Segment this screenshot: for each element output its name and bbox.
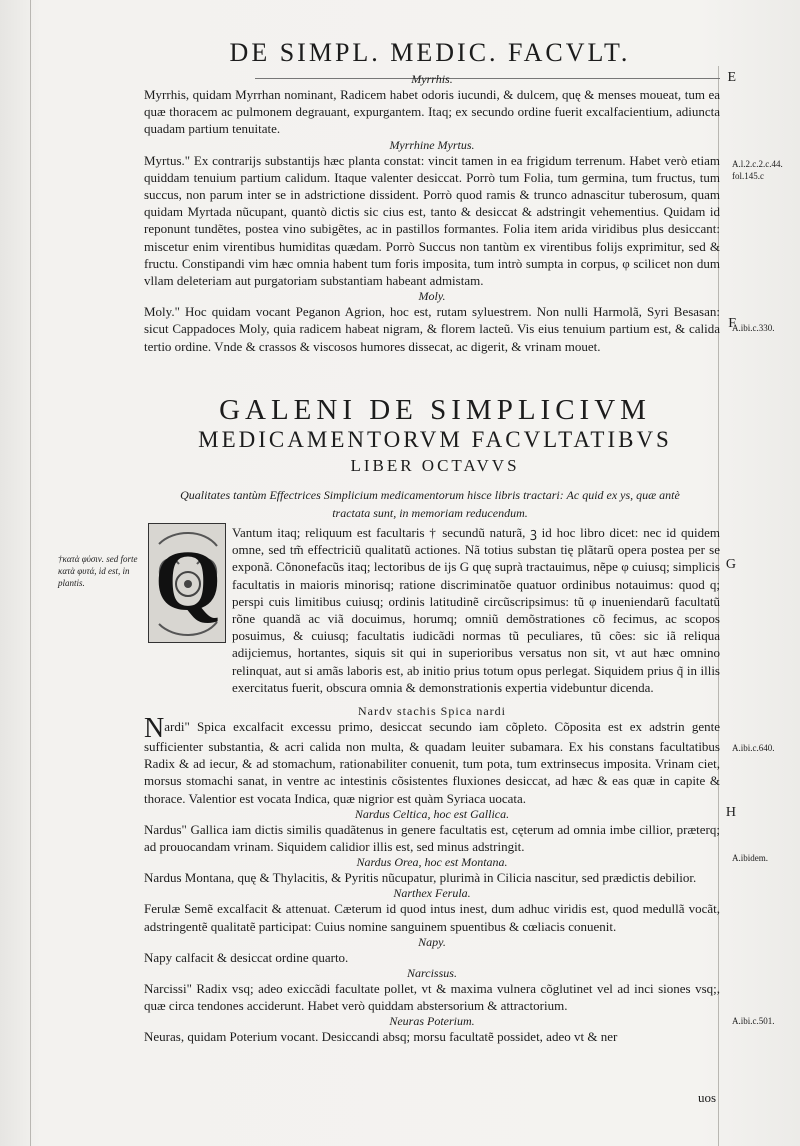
entry-text: Neuras, quidam Poterium vocant. Desiccandi absq; morsu facultatẽ possidet, adeo vt & ner: [144, 1029, 618, 1045]
entry-heading: Neuras Poterium.: [389, 1014, 475, 1029]
page-gutter-line: [30, 0, 31, 1146]
top-entries: [144, 72, 720, 355]
chapter-argument: Qualitates tantùm Effectrices Simplicium medicamentorum hisce libris tractari: Ac quid ex ys, quæ antè tractata sunt, in memoriam reducendum.: [180, 488, 680, 520]
entry-heading: Narthex Ferula.: [393, 886, 471, 901]
section-letter-e: E: [727, 70, 736, 85]
entry-text: [144, 713, 720, 807]
margin-note-myrtus: A.l.2.c.2.c.44. fol.145.c: [732, 159, 783, 181]
entry-heading: Myrrhis.: [411, 72, 453, 86]
entry-text-body: ardi" Spica excalfacit excessu primo, desiccat secundo iam cõpleto. Cõposita est ex adstrin gente sufficienter substantia, & acri calida non multa, & quadam leuiter subamara. Ex his constans facultatibus Radix & ad iecur, & ad stomachum, rationabiliter conuenit, tum pota, tum extrinsecus imposita. Vrinam ciet, morsus stomachi sanat, in ventre ac intestinis cõsistentes fluxiones desiccat, ad hæc & eas quæ in capite & thorace. Valentior est vocata Indica, quæ nigrior est quàm Syriaca uocata.: [144, 719, 720, 806]
initial-letter-n: N: [144, 713, 165, 744]
margin-note-gallica: A.ibidem.: [732, 853, 768, 863]
book-title-line-1: GALENI DE SIMPLICIVM: [219, 394, 651, 426]
entry-text: Ferulæ Semẽ excalfacit & attenuat. Cæterum id quod intus inest, dum adhuc viridis est, quod medullã vocãt, adstringentẽ qualitatẽ participat: Cuius nomine sanguinem spuentibus & cœliacis conuenit.: [144, 901, 720, 934]
section-letter-f: F: [728, 316, 736, 331]
entry-text: Moly." Hoc quidam vocant Peganon Agrion, hoc est, rutam syluestrem. Non nulli Harmolã, Syri Besasan: sicut Cappadoces Moly, quia radicem habeat nigram, & florem lacteũ. Vis eius tenuium partium est, & calida tertio ordine. Vnde & crassos & viscosos humores dissecat, ac digerit, & vrinam mouet.: [144, 304, 720, 354]
margin-note-narcissus: A.ibi.c.501.: [732, 1016, 775, 1026]
entry-heading: Napy.: [418, 934, 446, 949]
entry-text: Myrtus." Ex contrarijs substantijs hæc planta constat: vincit tamen in ea frigidum terrenum. Habet verò etiam quiddam tenuium partium calidum. Itaque valenter desiccat. Porrò tum Folia, tum germina, tum fructus, tum succus, non parum inter se in adstrictione dissident. Porrò quod ramis & trunco adnascitur tuberosum, quam quidam Myrtada nũcupant, quantò dictis sic cius est, tanto & desiccat & adstringit vehementius. Quidam id reponunt tundẽtes, postea vino subigẽtes, ac in pastillos formantes. Folia item arida viridibus plus desiccant: miscetur enim virentibus humiditas quædam. Porrò Succus non tantùm ex virentibus folijs exprimitur, sed & fructu. Constipandi vim hæc omnia habent tum foris imposita, tum intrò sumpta in corpus, φ scilicet non dum vllam deleteriam aut purgatoriam substantiam habeant admistam.: [144, 152, 720, 289]
margin-note-nardus: A.ibi.c.640.: [732, 743, 775, 753]
entry-heading: Nardus Orea, hoc est Montana.: [356, 855, 508, 870]
entry-heading: Moly.: [418, 289, 446, 304]
entry-heading: Myrrhine Myrtus.: [389, 137, 475, 152]
intro-text: Vantum itaq; reliquum est facultaris † secundũ naturã, ꝫ id hoc libro dicet: nec id quidem omne, sed tm̃ effectriciũ qualitatũ actiones. Nã totius substan tię plãtarũ opera postea per se exponã. Cõnonefacũs itaq; lectoribus de ijs G quę suprà tractauimus, nẽpe φ cuiusq; simplicis facultatis in maioris minorisq; ratione discriminatõe quatuor ordinibus notauimus: quod q; perspi cuis limitibus cuiusq; ordinis latitudinẽ circũscripsimus: tũ φ inueniendarũ facultatũ rõne quandã ac viã docuimus, horumq; omniũ demõstrationes cõ fecimus, ac scopos posuimus, & cuiusq; facultatis iudicãdi normas tũ peculiares, tũ cões: sic iã reliqua adijciemus, hortantes, siquis sit qui in superioribus versatus non sit, vt aut hæc omnino relinquat, aut si amãs laboris est, ab initio prius totum opus perlegat. Siquidem prius q̃ in illis exercitatus fuerit, obscura omnia & demonstrationis expertia videbuntur dicenda.: [232, 525, 720, 695]
decorated-initial: [148, 523, 226, 643]
section-letter-h: H: [725, 805, 736, 820]
entry-heading: Nardus Celtica, hoc est Gallica.: [354, 806, 510, 821]
bottom-entries: [144, 704, 720, 1046]
running-head: [150, 38, 710, 68]
catchword: uos: [697, 1090, 716, 1105]
margin-note-moly: A.ibi.c.330.: [732, 323, 775, 333]
intro-paragraph: [232, 524, 720, 696]
entry-heading: Narcissus.: [407, 966, 457, 981]
section-letter-g: G: [725, 557, 736, 572]
entry-heading: Nardv stachis Spica nardi: [358, 704, 506, 718]
book-title-line-3: LIBER OCTAVVS: [350, 456, 520, 475]
entry-text: Narcissi" Radix vsq; adeo exiccãdi facultate pollet, vt & maxima vulnera cõglutinet vel ad inci siones vsq;, quæ circa tendones acciderunt. Habet verò quiddam abstersorium & attractorium.: [144, 981, 720, 1014]
margin-note-greek: †κατὰ φύσιν. sed forte κατὰ φυτά, id est, in plantis.: [58, 554, 138, 588]
running-head-text: DE SIMPL. MEDIC. FACVLT.: [229, 38, 631, 67]
entry-text: Nardus" Gallica iam dictis similis quadãtenus in genere facultatis est, cęterum ad omnia imbe cillior, præterq; ad prouocandam vrinam. Siquidem calidior illis est, sed minus adstringit.: [144, 821, 720, 855]
entry-text: Nardus Montana, quę & Thylacitis, & Pyritis nũcupatur, plurimà in Cilicia nascitur, sed prædictis debilior.: [144, 870, 697, 886]
book-title-line-2: MEDICAMENTORVM FACVLTATIBVS: [198, 427, 672, 452]
entry-text: Napy calfacit & desiccat ordine quarto.: [144, 949, 349, 965]
initial-letter: Q: [154, 532, 222, 628]
entry-text: Myrrhis, quidam Myrrhan nominant, Radicem habet odoris iucundi, & dulcem, quę & menses moueat, tum ea quæ thoracem ac pulmonem degrauant, expurgantem. Itaq; ex secundo ordine fuerit excalfacientium, adiuncta quadam partium tenuitate.: [144, 87, 720, 137]
